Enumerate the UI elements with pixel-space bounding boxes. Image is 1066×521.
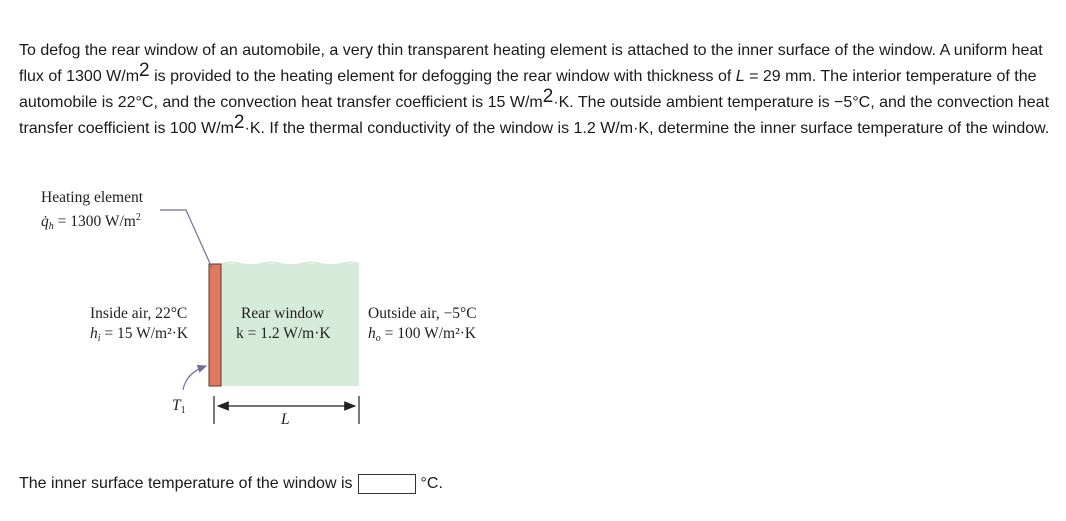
problem-figure bbox=[0, 180, 560, 440]
answer-input[interactable] bbox=[358, 474, 416, 494]
heat-flux-symbol: q̇ bbox=[41, 213, 49, 230]
thickness-L-label: L bbox=[281, 411, 290, 428]
problem-text-part: ·K. If the thermal conductivity of the window is 1.2 W/m·K, determine the inner surface temperature of the window. bbox=[244, 120, 1050, 137]
h-o-label bbox=[368, 325, 477, 344]
outside-air-label: Outside air, −5°C bbox=[368, 305, 477, 322]
heating-element-leader bbox=[160, 210, 212, 268]
inside-air-label: Inside air, 22°C bbox=[90, 305, 188, 322]
answer-prompt: The inner surface temperature of the window is bbox=[19, 475, 353, 492]
h-i-label bbox=[90, 325, 189, 344]
window-diagram bbox=[0, 180, 560, 440]
heat-flux-subscript: h bbox=[48, 221, 54, 232]
h-i-subscript: i bbox=[97, 333, 101, 344]
superscript: 2 bbox=[139, 60, 150, 81]
h-i-value: = 15 W/m²·K bbox=[100, 325, 189, 342]
h-o-value: = 100 W/m²·K bbox=[380, 325, 477, 342]
heat-flux-label bbox=[41, 212, 141, 232]
problem-text-part: ·K. The outside ambient temperature is −5°C, and the convection heat transfer coefficient is 100 W/m bbox=[19, 94, 1050, 137]
heating-element-label: Heating element bbox=[41, 189, 143, 206]
h-i-symbol: h bbox=[90, 325, 98, 342]
answer-row bbox=[19, 472, 443, 496]
superscript: 2 bbox=[233, 112, 245, 133]
problem-text-part: = 29 mm. The interior temperature of the automobile is 22°C, and the convection heat transfer coefficient is 15 W/m bbox=[19, 68, 1037, 111]
rear-window-label: Rear window bbox=[241, 305, 325, 322]
problem-text-part: To defog the rear window of an automobile, a very thin transparent heating element is attached to the inner surface of the window. A uniform heat flux of 1300 W/m bbox=[19, 42, 1043, 85]
h-o-symbol: h bbox=[368, 325, 376, 342]
t1-subscript: 1 bbox=[180, 405, 186, 416]
conductivity-label: k = 1.2 W/m·K bbox=[236, 325, 331, 342]
t1-symbol: T bbox=[172, 397, 181, 414]
heat-flux-value: = 1300 W/m bbox=[53, 213, 136, 230]
problem-text-part: is provided to the heating element for defogging the rear window with thickness of bbox=[149, 68, 736, 85]
problem-text bbox=[19, 38, 1054, 142]
thickness-symbol: L bbox=[735, 68, 745, 85]
h-o-subscript: o bbox=[375, 333, 381, 344]
t1-label bbox=[172, 397, 186, 416]
answer-unit: °C. bbox=[420, 475, 443, 492]
heating-element-strip bbox=[209, 264, 221, 386]
heat-flux-superscript: 2 bbox=[135, 212, 141, 223]
t1-leader bbox=[183, 366, 206, 390]
problem-statement bbox=[19, 38, 1054, 142]
superscript: 2 bbox=[542, 86, 554, 107]
